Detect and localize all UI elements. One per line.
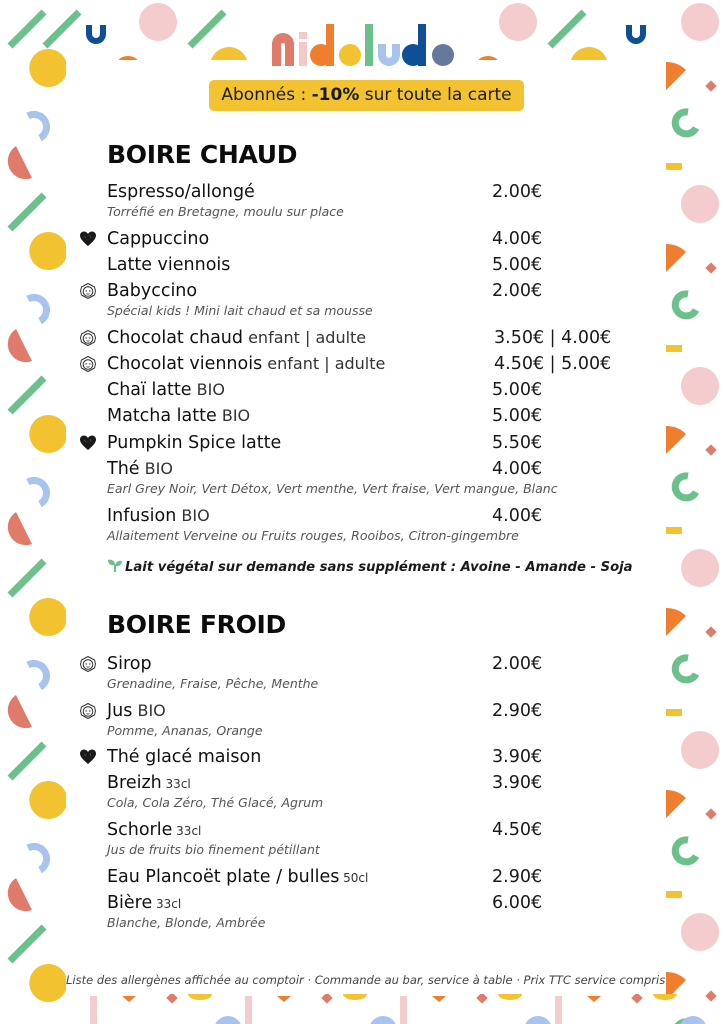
green-stick-shape: [190, 12, 224, 46]
menu-item: [107, 378, 225, 402]
pink-circle-shape: [681, 913, 719, 951]
coral-diamond-shape: [705, 626, 716, 637]
seedling-icon: [107, 557, 123, 573]
logo-letter-i: [299, 42, 307, 66]
blue-arc-shape: [28, 480, 47, 504]
blue-arc-shape: [28, 663, 47, 687]
blue-circle-shape: [524, 1016, 552, 1024]
subscriber-discount-banner: [209, 80, 524, 111]
promo-suffix: sur toute la carte: [359, 85, 512, 105]
coral-half-circle-shape: [8, 878, 32, 911]
item-variant: BIO: [176, 506, 210, 525]
item-description: Spécial kids ! Mini lait chaud et sa mousse: [107, 303, 373, 318]
blue-arc-shape: [28, 114, 47, 138]
item-variant: BIO: [132, 701, 166, 720]
blue-circle-shape: [369, 1016, 397, 1024]
item-price: 5.00€: [492, 406, 543, 426]
item-price: 3.90€: [492, 747, 543, 767]
item-price: 2.00€: [492, 182, 543, 202]
yellow-circle-shape: [29, 598, 66, 636]
pink-bar-shape: [245, 996, 252, 1024]
green-stick-shape: [10, 561, 44, 595]
menu-item: [107, 431, 281, 455]
yellow-circle-shape: [29, 415, 66, 453]
heart-icon: [79, 748, 97, 766]
navy-u-shape: [86, 25, 106, 44]
promo-discount: -10%: [311, 85, 360, 105]
menu-item: [107, 652, 152, 676]
menu-item: [107, 457, 173, 481]
item-price: 2.90€: [492, 701, 543, 721]
baby-face-icon: [79, 655, 97, 673]
baby-face-icon: [79, 355, 97, 373]
coral-diamond-shape: [476, 992, 487, 1003]
item-name: Jus: [107, 701, 133, 721]
item-name: Thé: [107, 459, 140, 479]
coral-diamond-shape: [321, 992, 332, 1003]
green-stick-shape: [10, 195, 44, 229]
yellow-circle-shape: [29, 781, 66, 819]
green-arc-shape: [675, 294, 696, 316]
item-name: Chocolat viennois: [107, 354, 263, 374]
green-arc-shape: [675, 476, 696, 498]
coral-diamond-shape: [705, 80, 716, 91]
blue-arc-shape: [28, 846, 47, 870]
plant-milk-note: [107, 557, 633, 575]
coral-diamond-shape: [705, 262, 716, 273]
pink-bar-shape: [555, 996, 562, 1024]
menu-item: [107, 745, 261, 769]
item-description: Allaitement Verveine ou Fruits rouges, Rooibos, Citron-gingembre: [107, 528, 519, 543]
item-price: 3.90€: [492, 773, 543, 793]
item-description: Earl Grey Noir, Vert Détox, Vert menthe, Vert fraise, Vert mangue, Blanc: [107, 481, 558, 496]
green-stick-shape: [10, 12, 44, 46]
item-variant: BIO: [216, 406, 251, 425]
orange-triangle-shape: [122, 996, 136, 1002]
item-price: 2.00€: [492, 281, 543, 301]
coral-diamond-shape: [705, 990, 716, 1001]
logo-letter-n: [272, 33, 294, 66]
coral-diamond-shape: [166, 992, 177, 1003]
menu-item: [107, 891, 181, 915]
blue-arc-shape: [28, 297, 47, 321]
blue-circle-shape: [214, 1016, 242, 1024]
item-name: Matcha latte: [107, 406, 217, 426]
coral-diamond-shape: [631, 992, 642, 1003]
item-name: Infusion: [107, 506, 177, 526]
pink-circle-shape: [681, 3, 719, 41]
yellow-bar-shape: [666, 709, 682, 716]
green-stick-shape: [45, 12, 79, 46]
item-name: Eau Plancoët plate / bulles: [107, 867, 340, 887]
item-price: 4.50€: [492, 820, 543, 840]
green-stick-shape: [10, 927, 44, 961]
item-price: 5.50€: [492, 433, 543, 453]
menu-item: [107, 253, 230, 277]
yellow-circle-shape: [29, 49, 66, 87]
item-price: 4.00€: [492, 459, 543, 479]
item-name: Babyccino: [107, 281, 198, 301]
coral-diamond-shape: [705, 808, 716, 819]
orange-wedge-shape: [666, 426, 686, 454]
item-description: Cola, Cola Zéro, Thé Glacé, Agrum: [107, 795, 324, 810]
item-variant: BIO: [191, 380, 225, 399]
menu-item: [107, 865, 368, 889]
orange-triangle-shape: [587, 996, 601, 1002]
item-description: Grenadine, Fraise, Pêche, Menthe: [107, 676, 319, 691]
green-arc-shape: [675, 658, 696, 680]
section-title-hot-drinks: BOIRE CHAUD: [107, 140, 298, 169]
section-title-cold-drinks: BOIRE FROID: [107, 610, 286, 639]
item-description: Jus de fruits bio finement pétillant: [107, 842, 320, 857]
item-name: Cappuccino: [107, 229, 210, 249]
item-description: Torréfié en Bretagne, moulu sur place: [107, 204, 344, 219]
menu-item: [107, 771, 191, 795]
item-price: 4.00€: [492, 506, 543, 526]
item-name: Schorle: [107, 820, 173, 840]
green-stick-shape: [10, 378, 44, 412]
pink-circle-shape: [499, 3, 537, 41]
pink-circle-shape: [681, 185, 719, 223]
item-price: 3.50€ | 4.00€: [494, 328, 612, 348]
promo-prefix: Abonnés :: [221, 85, 312, 105]
item-variant: BIO: [139, 459, 173, 478]
menu-item: [107, 699, 166, 723]
navy-u-shape: [626, 25, 646, 44]
item-price: 2.00€: [492, 654, 543, 674]
coral-half-circle-shape: [8, 695, 32, 728]
yellow-circle-shape: [29, 964, 66, 1002]
item-name: Breizh: [107, 773, 162, 793]
yellow-bar-shape: [666, 163, 682, 170]
yellow-bar-shape: [666, 891, 682, 898]
item-name: Sirop: [107, 654, 152, 674]
green-arc-shape: [675, 112, 696, 134]
yellow-circle-shape: [29, 232, 66, 270]
logo-letter-u: [378, 44, 400, 66]
item-name: Latte viennois: [107, 255, 231, 275]
logo-letter-o: [339, 44, 361, 66]
yellow-bar-shape: [666, 345, 682, 352]
yellow-half-circle-shape: [188, 994, 212, 1000]
item-name: Pumpkin Spice latte: [107, 433, 282, 453]
menu-item: [107, 326, 366, 350]
coral-half-circle-shape: [8, 146, 32, 179]
pink-circle-shape: [681, 731, 719, 769]
pink-bar-shape: [400, 996, 407, 1024]
menu-item: [107, 279, 197, 303]
orange-triangle-shape: [432, 996, 446, 1002]
menu-item: [107, 352, 385, 376]
orange-triangle-shape: [277, 996, 291, 1002]
orange-wedge-shape: [666, 790, 686, 818]
orange-wedge-shape: [666, 608, 686, 636]
item-name: Chaï latte: [107, 380, 192, 400]
item-volume: 33cl: [161, 777, 191, 791]
menu-item: [107, 818, 201, 842]
nidoludo-logo: [266, 20, 462, 68]
orange-wedge-shape: [666, 244, 686, 272]
menu-item: [107, 504, 210, 528]
menu-item: [107, 227, 209, 251]
item-description: Blanche, Blonde, Ambrée: [107, 915, 266, 930]
item-price: 4.00€: [492, 229, 543, 249]
item-name: Chocolat chaud: [107, 328, 243, 348]
yellow-half-circle-shape: [653, 994, 677, 1000]
baby-face-icon: [79, 702, 97, 720]
logo-letter-o2: [432, 44, 454, 66]
coral-diamond-shape: [705, 444, 716, 455]
pink-circle-shape: [681, 367, 719, 405]
logo-letter-l: [365, 24, 373, 66]
orange-wedge-shape: [666, 62, 686, 90]
yellow-half-circle-shape: [343, 994, 367, 1000]
green-stick-shape: [550, 12, 584, 46]
baby-face-icon: [79, 282, 97, 300]
item-price: 5.00€: [492, 380, 543, 400]
plant-milk-note-text: Lait végétal sur demande sans supplément : Avoine - Amande - Soja: [125, 560, 633, 575]
menu-item: [107, 404, 250, 428]
item-volume: 50cl: [339, 871, 369, 885]
item-name: Thé glacé maison: [107, 747, 262, 767]
item-price: 2.90€: [492, 867, 543, 887]
item-price: 6.00€: [492, 893, 543, 913]
item-variant: enfant | adulte: [262, 354, 386, 373]
item-volume: 33cl: [172, 824, 202, 838]
baby-face-icon: [79, 329, 97, 347]
item-price: 4.50€ | 5.00€: [494, 354, 612, 374]
heart-icon: [79, 230, 97, 248]
item-name: Bière: [107, 893, 153, 913]
footer-info: Liste des allergènes affichée au comptoir · Commande au bar, service à table · Prix TTC service compris: [66, 973, 666, 987]
yellow-half-circle-shape: [498, 994, 522, 1000]
pink-bar-shape: [90, 996, 97, 1024]
pink-circle-shape: [139, 3, 177, 41]
heart-icon: [79, 434, 97, 452]
green-arc-shape: [675, 840, 696, 862]
green-stick-shape: [10, 744, 44, 778]
item-price: 5.00€: [492, 255, 543, 275]
item-name: Espresso/allongé: [107, 182, 255, 202]
item-volume: 33cl: [152, 897, 182, 911]
pink-circle-shape: [681, 549, 719, 587]
coral-half-circle-shape: [8, 512, 32, 545]
yellow-bar-shape: [666, 527, 682, 534]
item-description: Pomme, Ananas, Orange: [107, 723, 263, 738]
menu-item: [107, 180, 255, 204]
coral-half-circle-shape: [8, 329, 32, 362]
item-variant: enfant | adulte: [243, 328, 367, 347]
